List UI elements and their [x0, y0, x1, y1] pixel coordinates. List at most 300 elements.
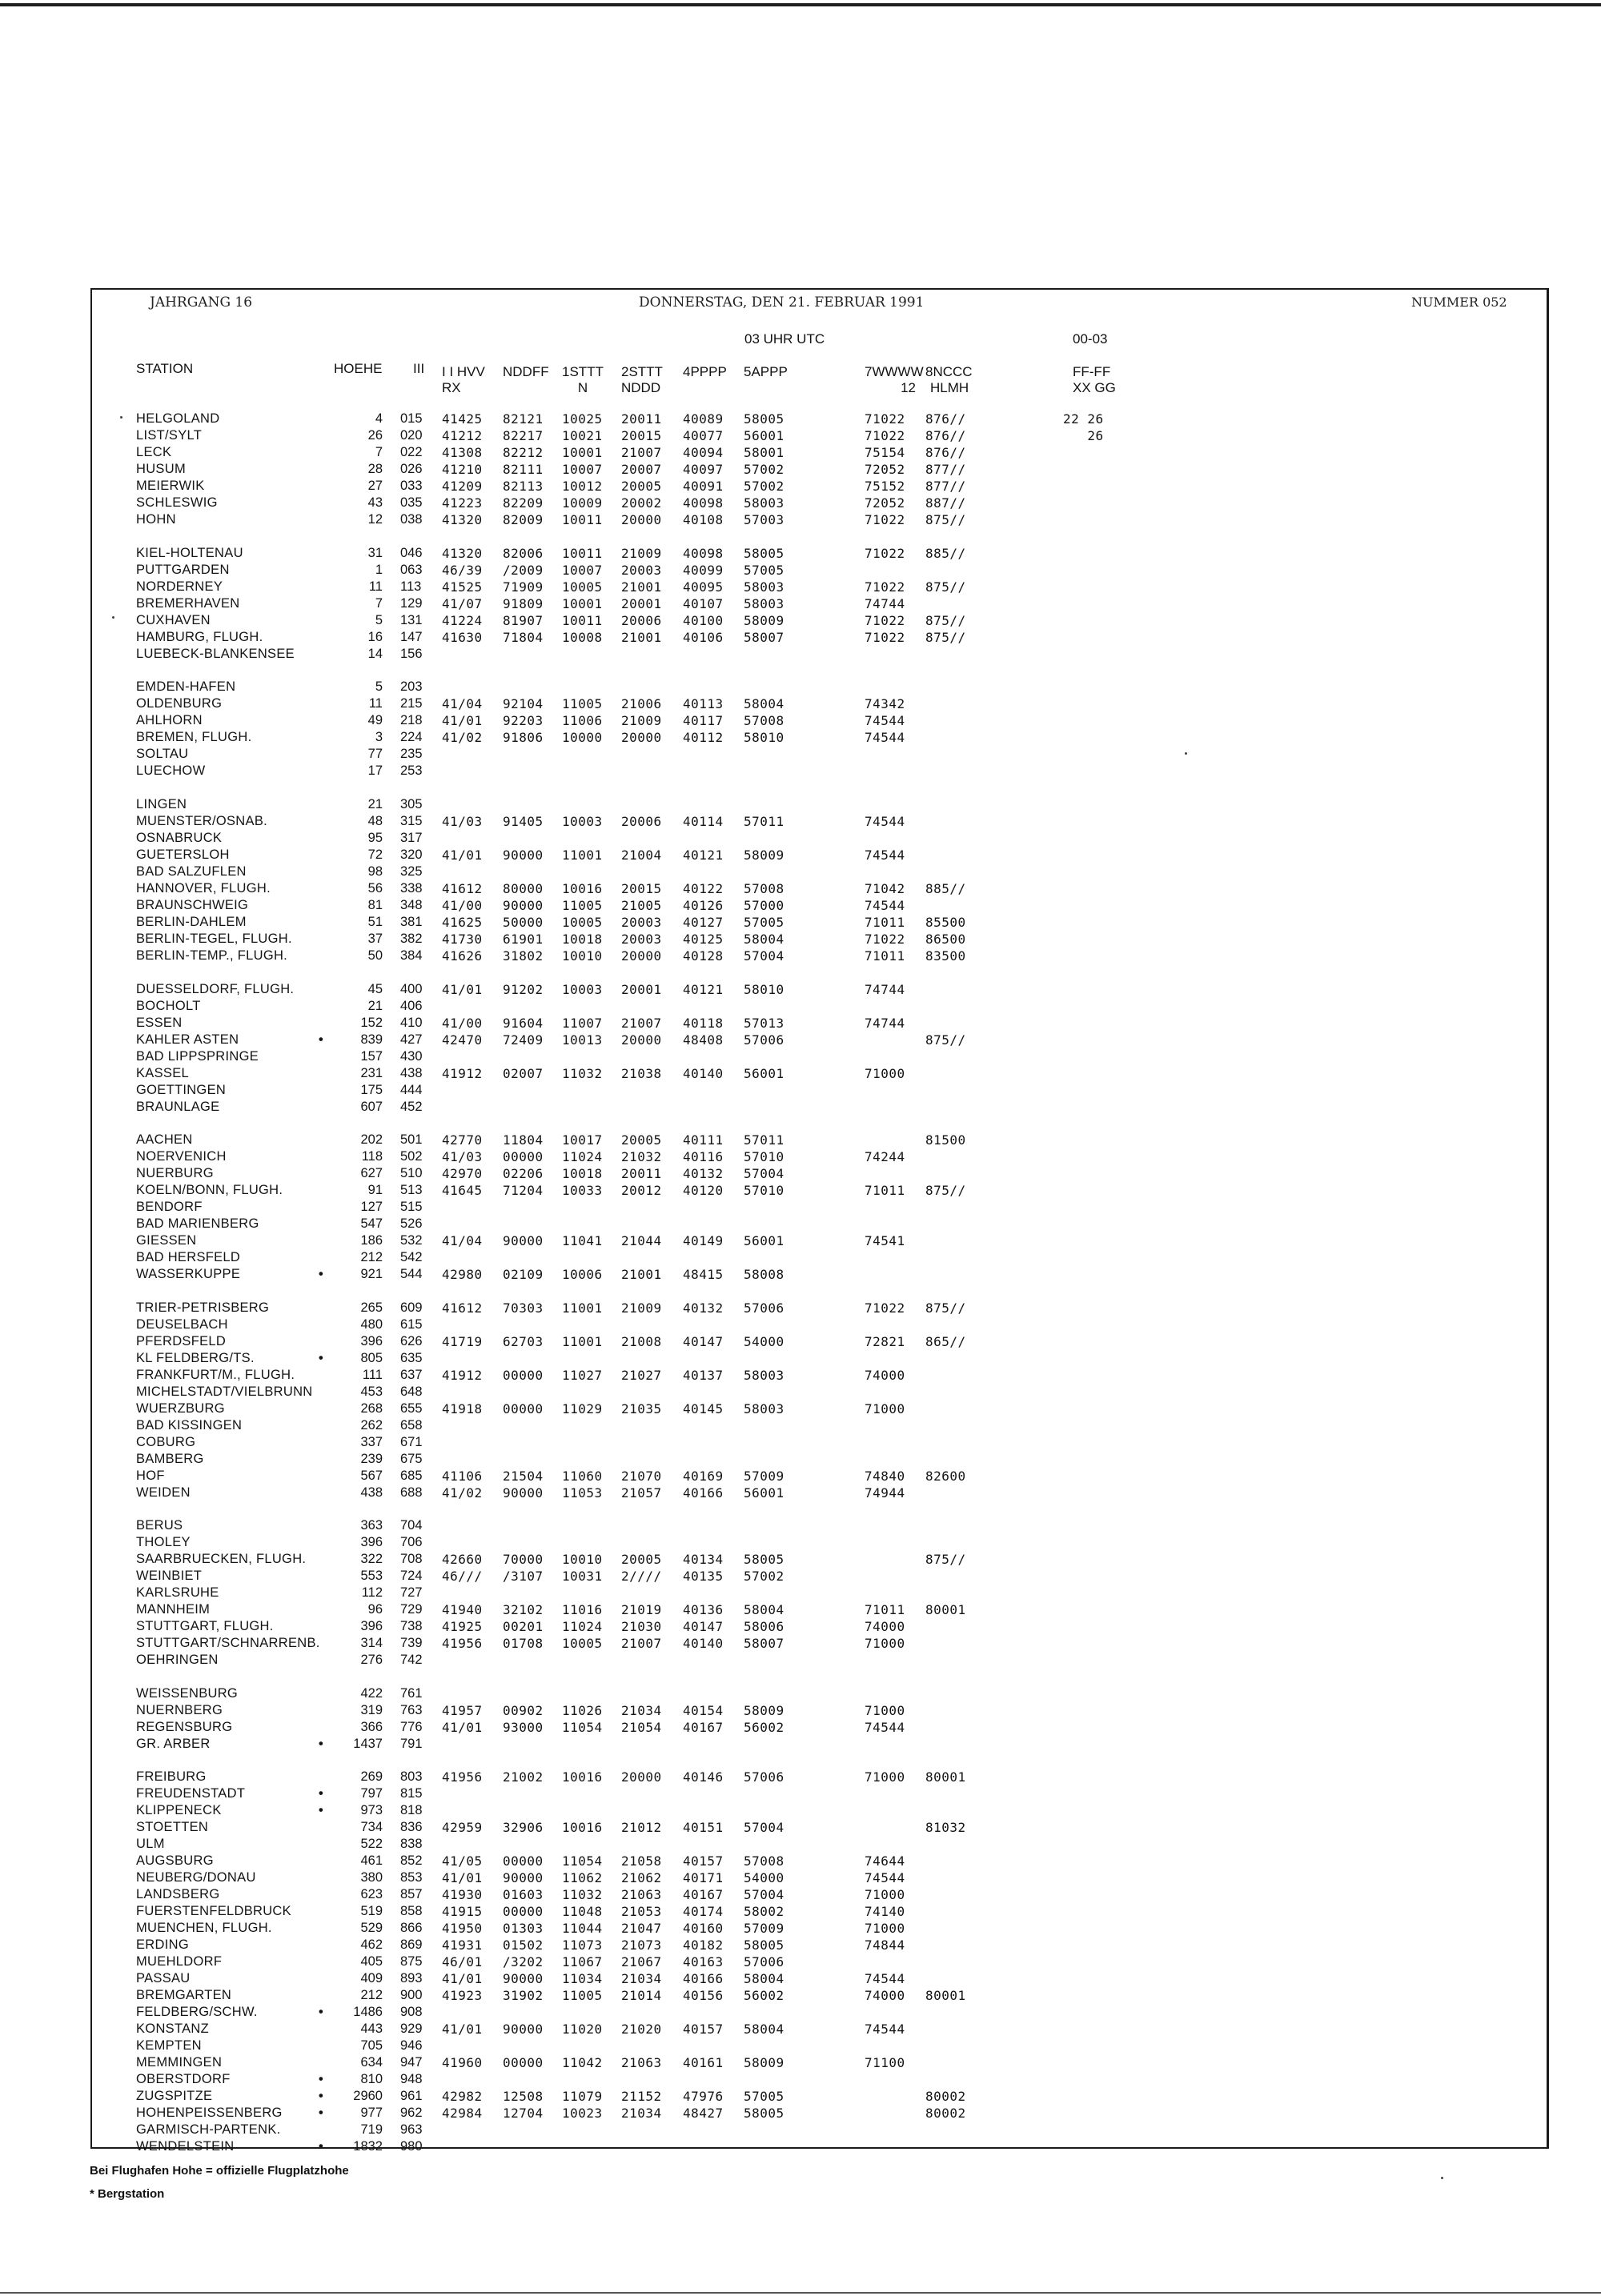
synop-group-g2: 31802	[503, 948, 544, 964]
synop-group-g5: 40167	[683, 1887, 724, 1902]
station-index: 658	[400, 1418, 423, 1432]
synop-group-g4: 20003	[621, 932, 662, 947]
station-height: 627	[360, 1166, 383, 1180]
synop-group-g6: 58010	[744, 982, 784, 997]
synop-group-g2: 80000	[503, 881, 544, 896]
station-height: 14	[367, 647, 383, 661]
station-name: NUERBURG	[136, 1166, 214, 1180]
synop-group-g2: 82212	[503, 445, 544, 460]
synop-group-g1: 42970	[442, 1166, 483, 1181]
synop-group-g2: 00000	[503, 1149, 544, 1164]
station-index: 384	[400, 948, 423, 963]
station-name: HOHN	[136, 512, 176, 527]
synop-group-g8: 876//	[925, 411, 966, 427]
station-name: BERLIN-DAHLEM	[136, 915, 247, 929]
station-index: 947	[400, 2055, 423, 2070]
station-height: 7	[375, 445, 383, 459]
synop-group-g8: 875//	[925, 613, 966, 628]
synop-group-g7: 74544	[865, 2022, 905, 2037]
synop-group-g5: 40140	[683, 1636, 724, 1651]
col-header-group8-line2: HLMH	[930, 380, 969, 395]
table-frame	[90, 288, 1549, 2149]
synop-group-g1: 42959	[442, 1820, 483, 1835]
station-name: MUEHLDORF	[136, 1954, 223, 1969]
synop-group-g1: 41626	[442, 948, 483, 964]
synop-group-g6: 56002	[744, 1988, 784, 2003]
synop-group-g2: 01303	[503, 1921, 544, 1936]
synop-group-g3: 10016	[562, 881, 603, 896]
synop-group-g6: 57008	[744, 881, 784, 896]
synop-group-g5: 40149	[683, 1233, 724, 1248]
synop-group-g5: 40166	[683, 1971, 724, 1986]
synop-group-g5: 40154	[683, 1703, 724, 1718]
synop-group-g5: 40156	[683, 1988, 724, 2003]
station-height: 322	[360, 1552, 383, 1566]
synop-group-g7: 71000	[865, 1921, 905, 1936]
synop-group-g7: 71011	[865, 1602, 905, 1617]
col-header-group6: 5APPP	[744, 364, 788, 379]
synop-group-g6: 57006	[744, 1954, 784, 1969]
station-height: 461	[360, 1853, 383, 1868]
synop-group-g5: 40166	[683, 1485, 724, 1501]
synop-group-g1: 41960	[442, 2055, 483, 2070]
synop-group-g4: 21053	[621, 1904, 662, 1919]
synop-group-g4: 21038	[621, 1066, 662, 1081]
synop-group-g6: 58005	[744, 2106, 784, 2121]
synop-group-g4: 20011	[621, 411, 662, 427]
station-height: 405	[360, 1954, 383, 1969]
synop-group-g6: 57008	[744, 713, 784, 728]
station-name: BRAUNSCHWEIG	[136, 898, 249, 912]
synop-group-g5: 40125	[683, 932, 724, 947]
synop-group-g2: 32102	[503, 1602, 544, 1617]
station-index: 315	[400, 814, 423, 828]
station-name: WEINBIET	[136, 1569, 203, 1583]
synop-group-g4: 21058	[621, 1853, 662, 1869]
station-height: 567	[360, 1469, 383, 1483]
station-index: 542	[400, 1250, 423, 1264]
synop-group-g3: 11042	[562, 2055, 603, 2070]
station-name: MANNHEIM	[136, 1602, 211, 1617]
station-name: BAD SALZUFLEN	[136, 864, 247, 879]
synop-group-g5: 40114	[683, 814, 724, 829]
synop-group-g6: 57011	[744, 1132, 784, 1148]
station-height: 1437	[353, 1737, 383, 1751]
synop-group-g2: 93000	[503, 1720, 544, 1735]
station-height: 81	[367, 898, 383, 912]
station-height: 547	[360, 1216, 383, 1231]
synop-group-g3: 10021	[562, 428, 603, 443]
synop-group-g1: 41/01	[442, 1720, 483, 1735]
synop-group-g5: 40106	[683, 630, 724, 645]
station-height: 28	[367, 462, 383, 476]
synop-group-g1: 41106	[442, 1469, 483, 1484]
station-index: 648	[400, 1384, 423, 1399]
synop-group-g4: 21007	[621, 1636, 662, 1651]
synop-group-g1: 41/01	[442, 982, 483, 997]
station-height: 202	[360, 1132, 383, 1147]
synop-group-g4: 20005	[621, 479, 662, 494]
station-height: 265	[360, 1300, 383, 1315]
synop-group-g2: 92104	[503, 696, 544, 711]
station-height: 37	[367, 932, 383, 946]
synop-group-g5: 40135	[683, 1569, 724, 1584]
synop-group-g5: 40132	[683, 1166, 724, 1181]
station-name: KARLSRUHE	[136, 1585, 219, 1600]
synop-group-g7: 74744	[865, 596, 905, 611]
synop-group-g2: 91604	[503, 1016, 544, 1031]
station-index: 857	[400, 1887, 423, 1901]
synop-group-g7: 71022	[865, 1300, 905, 1316]
synop-group-g5: 47976	[683, 2089, 724, 2104]
col-header-group4-line1: 2STTT	[621, 364, 663, 379]
synop-group-g5: 40182	[683, 1937, 724, 1953]
synop-group-g1: 41320	[442, 546, 483, 561]
synop-group-g7: 74544	[865, 847, 905, 863]
synop-group-g4: 21070	[621, 1469, 662, 1484]
station-name: KIEL-HOLTENAU	[136, 546, 243, 560]
synop-group-g1: 41630	[442, 630, 483, 645]
synop-group-g5: 40128	[683, 948, 724, 964]
station-height: 268	[360, 1401, 383, 1416]
station-height: 98	[367, 864, 383, 879]
station-index: 866	[400, 1921, 423, 1935]
synop-group-g5: 40136	[683, 1602, 724, 1617]
synop-group-g7: 74840	[865, 1469, 905, 1484]
station-height: 12	[367, 512, 383, 527]
station-index: 980	[400, 2139, 423, 2154]
station-height: 810	[360, 2072, 383, 2086]
station-name: WUERZBURG	[136, 1401, 225, 1416]
station-name: MUENSTER/OSNAB.	[136, 814, 268, 828]
synop-group-g3: 11060	[562, 1469, 603, 1484]
synop-group-g5: 40099	[683, 563, 724, 578]
station-height: 72	[367, 847, 383, 862]
synop-group-g6: 57004	[744, 948, 784, 964]
synop-group-g5: 40095	[683, 579, 724, 595]
synop-group-g3: 11027	[562, 1368, 603, 1383]
station-height: 16	[367, 630, 383, 644]
synop-group-g4: 20015	[621, 428, 662, 443]
station-height: 91	[367, 1183, 383, 1197]
station-name: OSNABRUCK	[136, 831, 223, 845]
col-header-group3-line1: 1STTT	[562, 364, 604, 379]
synop-group-g1: 41/01	[442, 2022, 483, 2037]
synop-group-g4: 21004	[621, 847, 662, 863]
synop-group-g6: 57004	[744, 1166, 784, 1181]
synop-group-g4: 21032	[621, 1149, 662, 1164]
station-height: 5	[375, 613, 383, 627]
station-name: GR. ARBER	[136, 1737, 211, 1751]
synop-group-g4: 20001	[621, 982, 662, 997]
synop-group-g1: 42984	[442, 2106, 483, 2121]
station-index: 655	[400, 1401, 423, 1416]
synop-group-g7: 71011	[865, 948, 905, 964]
synop-group-g1: 41525	[442, 579, 483, 595]
station-name: STOETTEN	[136, 1820, 209, 1834]
synop-group-g6: 57002	[744, 479, 784, 494]
synop-group-g2: 90000	[503, 847, 544, 863]
synop-group-g1: 41930	[442, 1887, 483, 1902]
station-index: 948	[400, 2072, 423, 2086]
synop-group-g7: 71000	[865, 1769, 905, 1785]
synop-group-g5: 40157	[683, 2022, 724, 2037]
synop-group-g3: 10023	[562, 2106, 603, 2121]
station-index: 708	[400, 1552, 423, 1566]
mountain-station-mark: •	[319, 1351, 323, 1365]
scan-speck	[120, 416, 122, 419]
synop-group-g1: 41/01	[442, 1870, 483, 1885]
station-index: 836	[400, 1820, 423, 1834]
station-index: 626	[400, 1334, 423, 1348]
station-height: 973	[360, 1803, 383, 1817]
station-name: ULM	[136, 1837, 165, 1851]
station-index: 235	[400, 747, 423, 761]
synop-group-g8: 81032	[925, 1820, 966, 1835]
synop-group-g5: 40077	[683, 428, 724, 443]
synop-group-g8: 81500	[925, 1132, 966, 1148]
station-height: 314	[360, 1636, 383, 1650]
synop-group-g3: 10001	[562, 445, 603, 460]
synop-group-g8: 876//	[925, 445, 966, 460]
station-height: 480	[360, 1317, 383, 1332]
synop-group-g1: 41/02	[442, 1485, 483, 1501]
col-header-group7-line1: 7WWWW	[865, 364, 924, 379]
station-name: HAMBURG, FLUGH.	[136, 630, 263, 644]
synop-group-g1: 42470	[442, 1032, 483, 1048]
synop-group-g6: 58009	[744, 2055, 784, 2070]
station-name: MEIERWIK	[136, 479, 205, 493]
synop-group-g8: 875//	[925, 630, 966, 645]
station-index: 501	[400, 1132, 423, 1147]
synop-group-g1: 41645	[442, 1183, 483, 1198]
station-index: 513	[400, 1183, 423, 1197]
station-index: 400	[400, 982, 423, 996]
synop-group-g5: 48408	[683, 1032, 724, 1048]
station-height: 319	[360, 1703, 383, 1717]
synop-group-g1: 41/00	[442, 898, 483, 913]
col-header-iii: III	[413, 361, 425, 376]
station-name: GARMISCH-PARTENK.	[136, 2122, 281, 2137]
station-name: STUTTGART, FLUGH.	[136, 1619, 274, 1633]
station-height: 453	[360, 1384, 383, 1399]
station-height: 48	[367, 814, 383, 828]
station-name: GIESSEN	[136, 1233, 197, 1248]
station-index: 320	[400, 847, 423, 862]
station-name: NUERNBERG	[136, 1703, 223, 1717]
station-name: FELDBERG/SCHW.	[136, 2005, 258, 2019]
station-index: 131	[400, 613, 423, 627]
col-header-group1-line2: RX	[442, 380, 461, 395]
synop-group-g5: 40100	[683, 613, 724, 628]
synop-group-g3: 10007	[562, 462, 603, 477]
station-height: 1	[375, 563, 383, 577]
synop-group-g1: 41/04	[442, 1233, 483, 1248]
synop-group-g3: 11029	[562, 1401, 603, 1416]
station-height: 239	[360, 1452, 383, 1466]
station-index: 224	[400, 730, 423, 744]
synop-group-g1: 41/03	[442, 814, 483, 829]
station-height: 11	[368, 579, 383, 594]
station-index: 739	[400, 1636, 423, 1650]
synop-group-g3: 10017	[562, 1132, 603, 1148]
synop-group-g6: 58006	[744, 1619, 784, 1634]
synop-group-g8: 877//	[925, 479, 966, 494]
synop-group-g7: 75154	[865, 445, 905, 460]
synop-group-g5: 40157	[683, 1853, 724, 1869]
synop-group-g2: 82113	[503, 479, 544, 494]
synop-group-g4: 21001	[621, 630, 662, 645]
station-index: 348	[400, 898, 423, 912]
synop-group-g3: 11005	[562, 696, 603, 711]
synop-group-g6: 56001	[744, 1066, 784, 1081]
synop-group-g2: 91202	[503, 982, 544, 997]
synop-group-g6: 57003	[744, 512, 784, 527]
station-height: 1486	[353, 2005, 383, 2019]
synop-group-g4: 21005	[621, 898, 662, 913]
synop-group-g2: 00902	[503, 1703, 544, 1718]
synop-group-g6: 57008	[744, 1853, 784, 1869]
synop-group-g6: 58003	[744, 495, 784, 511]
station-index: 215	[400, 696, 423, 711]
synop-group-g1: 41612	[442, 881, 483, 896]
station-height: 705	[360, 2038, 383, 2053]
synop-group-g6: 57002	[744, 1569, 784, 1584]
synop-group-g7: 71011	[865, 915, 905, 930]
station-index: 685	[400, 1469, 423, 1483]
station-name: PASSAU	[136, 1971, 191, 1985]
station-index: 338	[400, 881, 423, 896]
station-name: MUENCHEN, FLUGH.	[136, 1921, 272, 1935]
synop-group-g6: 58007	[744, 1636, 784, 1651]
synop-group-g6: 58004	[744, 932, 784, 947]
synop-group-g7: 71022	[865, 411, 905, 427]
footnote-mountain-station: * Bergstation	[90, 2187, 165, 2201]
synop-group-g1: 41/04	[442, 696, 483, 711]
synop-group-g3: 10008	[562, 630, 603, 645]
station-index: 510	[400, 1166, 423, 1180]
synop-group-g4: 20005	[621, 1552, 662, 1567]
station-name: BRAUNLAGE	[136, 1100, 220, 1114]
station-height: 262	[360, 1418, 383, 1432]
synop-group-g1: 41730	[442, 932, 483, 947]
synop-group-g3: 11034	[562, 1971, 603, 1986]
station-name: STUTTGART/SCHNARRENB.	[136, 1636, 320, 1650]
synop-group-g1: 46///	[442, 1569, 483, 1584]
synop-group-g6: 57009	[744, 1469, 784, 1484]
synop-group-g7: 71100	[865, 2055, 905, 2070]
synop-group-g3: 11062	[562, 1870, 603, 1885]
synop-group-g3: 11048	[562, 1904, 603, 1919]
synop-group-g1: 41/01	[442, 1971, 483, 1986]
station-height: 77	[367, 747, 383, 761]
synop-group-g1: 41925	[442, 1619, 483, 1634]
synop-group-g8: 875//	[925, 512, 966, 527]
synop-group-g2: /3107	[503, 1569, 544, 1584]
mountain-station-mark: •	[319, 2089, 323, 2103]
scan-speck	[112, 616, 114, 619]
station-index: 776	[400, 1720, 423, 1734]
station-height: 462	[360, 1937, 383, 1952]
station-index: 218	[400, 713, 423, 727]
station-index: 033	[400, 479, 423, 493]
synop-group-g2: 91809	[503, 596, 544, 611]
synop-group-g3: 11020	[562, 2022, 603, 2037]
synop-group-g3: 11079	[562, 2089, 603, 2104]
synop-group-g2: 12508	[503, 2089, 544, 2104]
synop-group-g4: 21001	[621, 579, 662, 595]
station-index: 900	[400, 1988, 423, 2002]
station-index: 818	[400, 1803, 423, 1817]
synop-group-g4: 20001	[621, 596, 662, 611]
synop-group-g1: 41/05	[442, 1853, 483, 1869]
synop-group-g5: 40089	[683, 411, 724, 427]
synop-group-g6: 57000	[744, 898, 784, 913]
synop-group-g8: 885//	[925, 546, 966, 561]
synop-group-g5: 40160	[683, 1921, 724, 1936]
synop-group-g4: 21067	[621, 1954, 662, 1969]
synop-group-g5: 40107	[683, 596, 724, 611]
station-index: 022	[400, 445, 423, 459]
synop-group-g6: 58004	[744, 1602, 784, 1617]
synop-group-g2: 00201	[503, 1619, 544, 1634]
synop-group-g2: 70303	[503, 1300, 544, 1316]
station-index: 869	[400, 1937, 423, 1952]
synop-group-g2: 32906	[503, 1820, 544, 1835]
station-height: 212	[360, 1988, 383, 2002]
synop-group-g6: 57006	[744, 1769, 784, 1785]
station-height: 212	[360, 1250, 383, 1264]
synop-group-g6: 58009	[744, 847, 784, 863]
synop-group-g2: 21504	[503, 1469, 544, 1484]
synop-group-g6: 57013	[744, 1016, 784, 1031]
synop-group-g4: 2////	[621, 1569, 662, 1584]
station-index: 325	[400, 864, 423, 879]
station-name: BAD HERSFELD	[136, 1250, 241, 1264]
synop-group-g3: 10010	[562, 948, 603, 964]
synop-group-g3: 10013	[562, 1032, 603, 1048]
station-index: 727	[400, 1585, 423, 1600]
synop-group-g3: 11001	[562, 1300, 603, 1316]
station-index: 791	[400, 1737, 423, 1751]
synop-group-g1: 41719	[442, 1334, 483, 1349]
station-height: 396	[360, 1535, 383, 1549]
col-header-group3	[562, 364, 604, 396]
synop-group-g5: 40098	[683, 495, 724, 511]
station-height: 734	[360, 1820, 383, 1834]
synop-group-g8: 885//	[925, 881, 966, 896]
station-name: AUGSBURG	[136, 1853, 214, 1868]
synop-group-g8: 80001	[925, 1988, 966, 2003]
station-height: 276	[360, 1653, 383, 1667]
synop-group-g1: 41915	[442, 1904, 483, 1919]
station-height: 839	[360, 1032, 383, 1047]
synop-group-g3: 10033	[562, 1183, 603, 1198]
station-index: 020	[400, 428, 423, 443]
synop-group-g1: 41912	[442, 1368, 483, 1383]
synop-group-g6: 57005	[744, 563, 784, 578]
synop-group-g3: 10016	[562, 1769, 603, 1785]
station-index: 526	[400, 1216, 423, 1231]
synop-group-g2: 82217	[503, 428, 544, 443]
synop-group-g2: 82209	[503, 495, 544, 511]
synop-group-g3: 10001	[562, 596, 603, 611]
station-name: WEISSENBURG	[136, 1686, 239, 1701]
station-name: FREIBURG	[136, 1769, 207, 1784]
synop-group-g8: 80002	[925, 2089, 966, 2104]
synop-group-g3: 10005	[562, 915, 603, 930]
station-name: LECK	[136, 445, 172, 459]
